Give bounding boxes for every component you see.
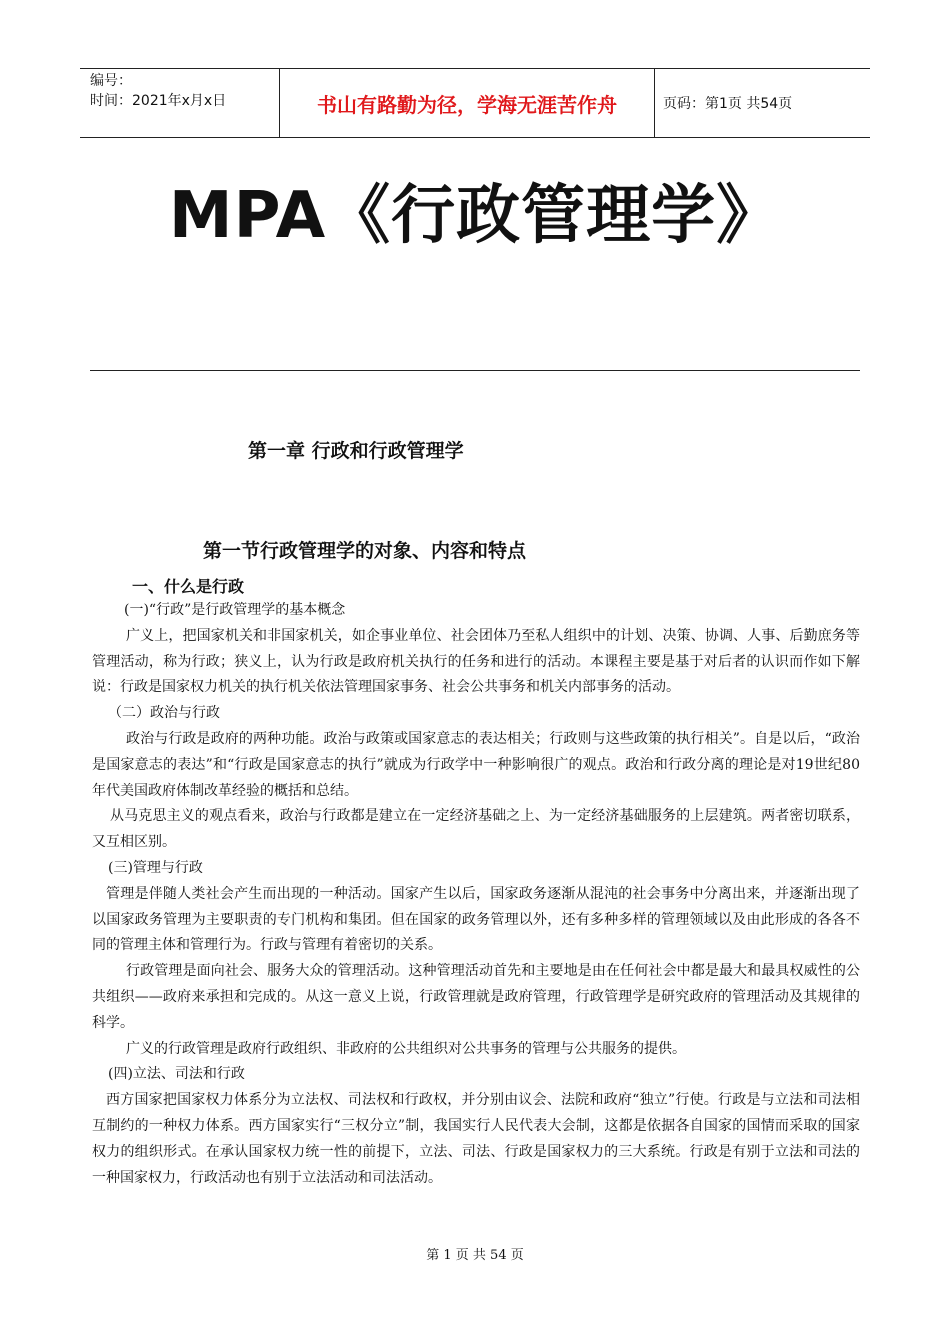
subheading-1: (一)“行政”是行政管理学的基本概念: [124, 602, 346, 618]
code-label: 编号：: [90, 73, 132, 89]
document-title: MPA《行政管理学》: [168, 179, 782, 253]
section-heading: 第一节行政管理学的对象、内容和特点: [203, 540, 527, 562]
paragraph: 从马克思主义的观点看来，政治与行政都是建立在一定经济基础之上、为一定经济基础服务的上层建筑。两者密切联系，又互相区别。: [92, 808, 860, 851]
title-divider: [90, 370, 860, 371]
header-meta: [80, 69, 280, 137]
paragraph: 行政管理是面向社会、服务大众的管理活动。这种管理活动首先和主要地是由在任何社会中都是最大和最具权威性的公共组织——政府来承担和完成的。从这一意义上说，行政管理就是政府管理，行政管理学是研究政府的管理活动及其规律的科学。: [92, 963, 860, 1031]
chapter-heading: 第一章 行政和行政管理学: [248, 440, 464, 462]
subheading-4: (四)立法、司法和行政: [108, 1066, 245, 1083]
paragraph: 管理是伴随人类社会产生而出现的一种活动。国家产生以后，国家政务逐渐从混沌的社会事务中分离出来，并逐渐出现了以国家政务管理为主要职责的专门机构和集团。但在国家的政务管理以外，还有多种多样的管理领域以及由此形成的各各不同的管理主体和管理行为。行政与管理有着密切的关系。: [92, 885, 860, 954]
subheading-3: (三)管理与行政: [108, 859, 203, 876]
paragraph: 政治与行政是政府的两种功能。政治与政策或国家意志的表达相关；行政则与这些政策的执行相关”。自是以后，“政治是国家意志的表达”和“行政是国家意志的执行”就成为行政学中一种影响很广的观点。政治和行政分离的理论是对19世纪80年代美国政府体制改革经验的概括和总结。: [92, 730, 860, 799]
subsection-heading: 一、什么是行政: [132, 577, 245, 596]
paragraph: 广义上，把国家机关和非国家机关，如企事业单位、社会团体乃至私人组织中的计划、决策、协调、人事、后勤庶务等管理活动，称为行政；狭义上，认为行政是政府机关执行的任务和进行的活动。本课程主要是基于对后者的认识而作如下解说：行政是国家权力机关的执行机关依法管理国家事务、社会公共事务和机关内部事务的活动。: [92, 627, 860, 696]
header-table: [80, 68, 870, 138]
paragraph: 西方国家把国家权力体系分为立法权、司法权和行政权，并分别由议会、法院和政府“独立”行使。行政是与立法和司法相互制约的一种权力体系。西方国家实行“三权分立”制，我国实行人民代表大会制，这都是依据各自国家的国情而采取的国家权力的组织形式。在承认国家权力统一性的前提下，立法、司法、行政是国家权力的三大系统。行政是有别于立法和司法的一种国家权力，行政活动也有别于立法活动和司法活动。: [92, 1092, 860, 1186]
time-label: 时间：2021年x月x日: [90, 93, 227, 109]
page-footer: 第 1 页 共 54 页: [426, 1248, 524, 1263]
header-page-info: 页码：第1页 共54页: [663, 96, 793, 112]
body-text: [92, 598, 860, 1191]
header-motto: 书山有路勤为径，学海无涯苦作舟: [280, 69, 655, 137]
subheading-2: （二）政治与行政: [108, 705, 220, 722]
paragraph: 广义的行政管理是政府行政组织、非政府的公共组织对公共事务的管理与公共服务的提供。: [126, 1040, 686, 1057]
